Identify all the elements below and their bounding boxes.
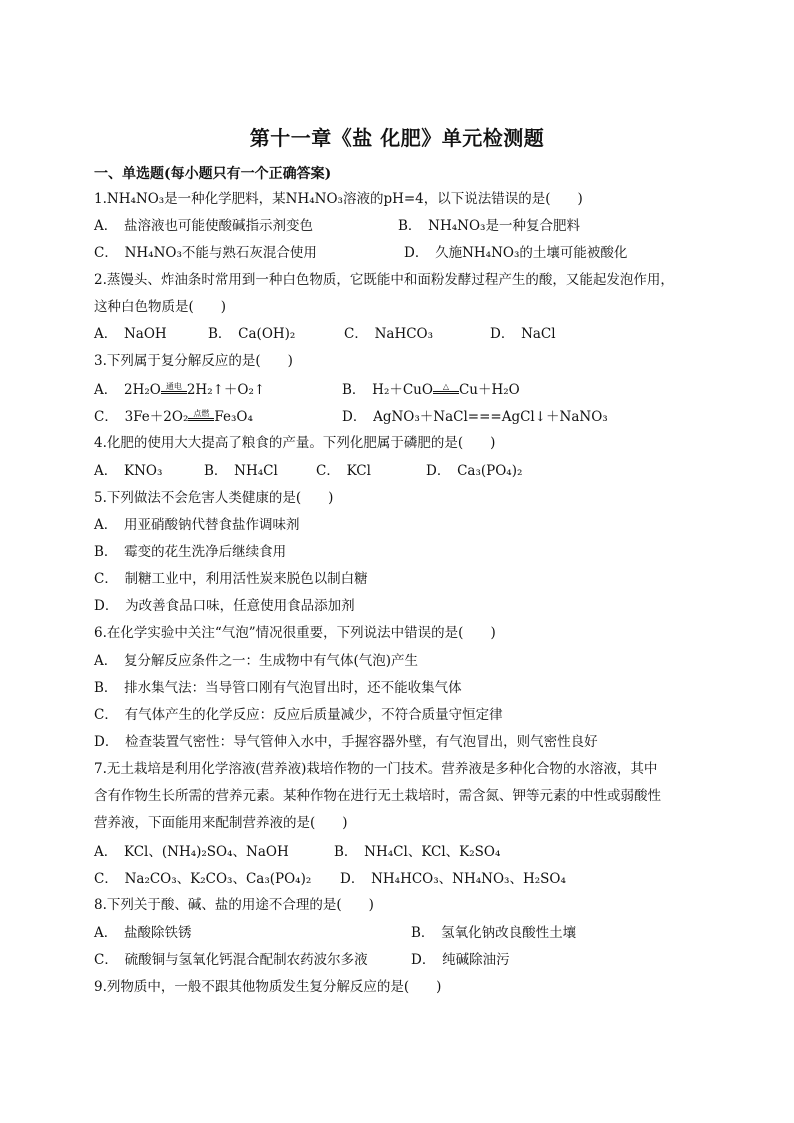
question-8-option-c: C． 硫酸铜与氢氧化钙混合配制农药波尔多液 xyxy=(94,952,368,968)
question-3-option-c-products: Fe₃O₄ xyxy=(214,409,253,425)
question-1-option-a: A． 盐溶液也可能使酸碱指示剂变色 xyxy=(94,218,313,234)
question-7-option-d: D． NH₄HCO₃、NH₄NO₃、H₂SO₄ xyxy=(340,871,566,887)
question-4-option-a: A． KNO₃ xyxy=(94,463,163,479)
question-3-stem: 3.下列属于复分解反应的是( ) xyxy=(94,353,293,369)
question-3-option-d: D． AgNO₃＋NaCl===AgCl↓＋NaNO₃ xyxy=(342,409,608,425)
question-5-option-d: D． 为改善食品口味，任意使用食品添加剂 xyxy=(94,598,355,614)
question-4-option-b: B． NH₄Cl xyxy=(204,463,278,479)
question-3-option-a-products: 2H₂↑＋O₂↑ xyxy=(186,382,266,398)
question-2-option-d: D． NaCl xyxy=(490,326,556,342)
question-7-stem-line-3: 营养液，下面能用来配制营养液的是( ) xyxy=(94,815,348,831)
section-heading: 一、单选题(每小题只有一个正确答案) xyxy=(94,166,332,182)
question-6-option-b: B． 排水集气法：当导管口刚有气泡冒出时，还不能收集气体 xyxy=(94,680,462,696)
question-9-stem: 9.列物质中，一般不跟其他物质发生复分解反应的是( ) xyxy=(94,979,442,995)
question-7-option-b: B． NH₄Cl、KCl、K₂SO₄ xyxy=(334,844,501,860)
question-2-stem-line-2: 这种白色物质是( ) xyxy=(94,299,227,315)
question-3-option-b xyxy=(342,381,520,399)
question-1-stem: 1.NH₄NO₃是一种化学肥料，某NH₄NO₃溶液的pH=4，以下说法错误的是( ) xyxy=(94,191,583,207)
reaction-condition-arrow xyxy=(188,409,214,421)
question-3-option-c xyxy=(94,408,253,426)
question-2-stem-line-1: 2.蒸馒头、炸油条时常用到一种白色物质，它既能中和面粉发酵过程产生的酸，又能起发泡作用， xyxy=(94,272,674,288)
reaction-condition-arrow xyxy=(433,382,459,394)
question-3-option-a-reactants: A． 2H₂O xyxy=(94,382,161,398)
reaction-condition-label: 点燃 xyxy=(193,409,210,418)
question-5-stem: 5.下列做法不会危害人类健康的是( ) xyxy=(94,490,334,506)
question-8-stem: 8.下列关于酸、碱、盐的用途不合理的是( ) xyxy=(94,897,374,913)
question-5-option-b: B． 霉变的花生洗净后继续食用 xyxy=(94,544,287,560)
question-1-option-c: C． NH₄NO₃不能与熟石灰混合使用 xyxy=(94,245,317,261)
reaction-condition-arrow xyxy=(161,382,187,394)
question-6-option-a: A． 复分解反应条件之一：生成物中有气体(气泡)产生 xyxy=(94,653,419,669)
question-5-option-a: A． 用亚硝酸钠代替食盐作调味剂 xyxy=(94,517,300,533)
question-1-option-d: D． 久施NH₄NO₃的土壤可能被酸化 xyxy=(404,245,628,261)
question-6-stem: 6.在化学实验中关注“气泡”情况很重要，下列说法中错误的是( ) xyxy=(94,625,496,641)
reaction-condition-label: △ xyxy=(442,382,450,391)
question-8-option-d: D． 纯碱除油污 xyxy=(411,952,510,968)
question-3-option-a xyxy=(94,381,265,399)
page-title: 第十一章《盐 化肥》单元检测题 xyxy=(249,126,545,150)
question-2-option-a: A． NaOH xyxy=(94,326,167,342)
question-6-option-c: C． 有气体产生的化学反应：反应后质量减少，不符合质量守恒定律 xyxy=(94,707,503,723)
question-7-stem-line-2: 含有作物生长所需的营养元素。某种作物在进行无土栽培时，需含氮、钾等元素的中性或弱酸性 xyxy=(94,788,661,804)
question-6-option-d: D． 检查装置气密性：导气管伸入水中，手握容器外壁，有气泡冒出，则气密性良好 xyxy=(94,734,598,750)
question-4-stem: 4.化肥的使用大大提高了粮食的产量。下列化肥属于磷肥的是( ) xyxy=(94,435,496,451)
question-4-option-c: C． KCl xyxy=(316,463,371,479)
question-7-option-a: A． KCl、(NH₄)₂SO₄、NaOH xyxy=(94,844,289,860)
question-3-option-b-products: Cu＋H₂O xyxy=(458,382,520,398)
reaction-condition-label: 通电 xyxy=(165,382,182,391)
question-3-option-c-reactants: C． 3Fe＋2O₂ xyxy=(94,409,189,425)
question-8-option-a: A． 盐酸除铁锈 xyxy=(94,925,192,941)
question-8-option-b: B． 氢氧化钠改良酸性土壤 xyxy=(411,925,577,941)
question-2-option-c: C． NaHCO₃ xyxy=(344,326,434,342)
question-7-option-c: C． Na₂CO₃、K₂CO₃、Ca₃(PO₄)₂ xyxy=(94,871,312,887)
question-1-option-b: B． NH₄NO₃是一种复合肥料 xyxy=(398,218,580,234)
question-2-option-b: B． Ca(OH)₂ xyxy=(208,326,296,342)
question-3-option-b-reactants: B． H₂＋CuO xyxy=(342,382,433,398)
question-7-stem-line-1: 7.无土栽培是利用化学溶液(营养液)栽培作物的一门技术。营养液是多种化合物的水溶液，其中 xyxy=(94,761,658,777)
question-5-option-c: C． 制糖工业中，利用活性炭来脱色以制白糖 xyxy=(94,571,368,587)
question-4-option-d: D． Ca₃(PO₄)₂ xyxy=(426,463,523,479)
